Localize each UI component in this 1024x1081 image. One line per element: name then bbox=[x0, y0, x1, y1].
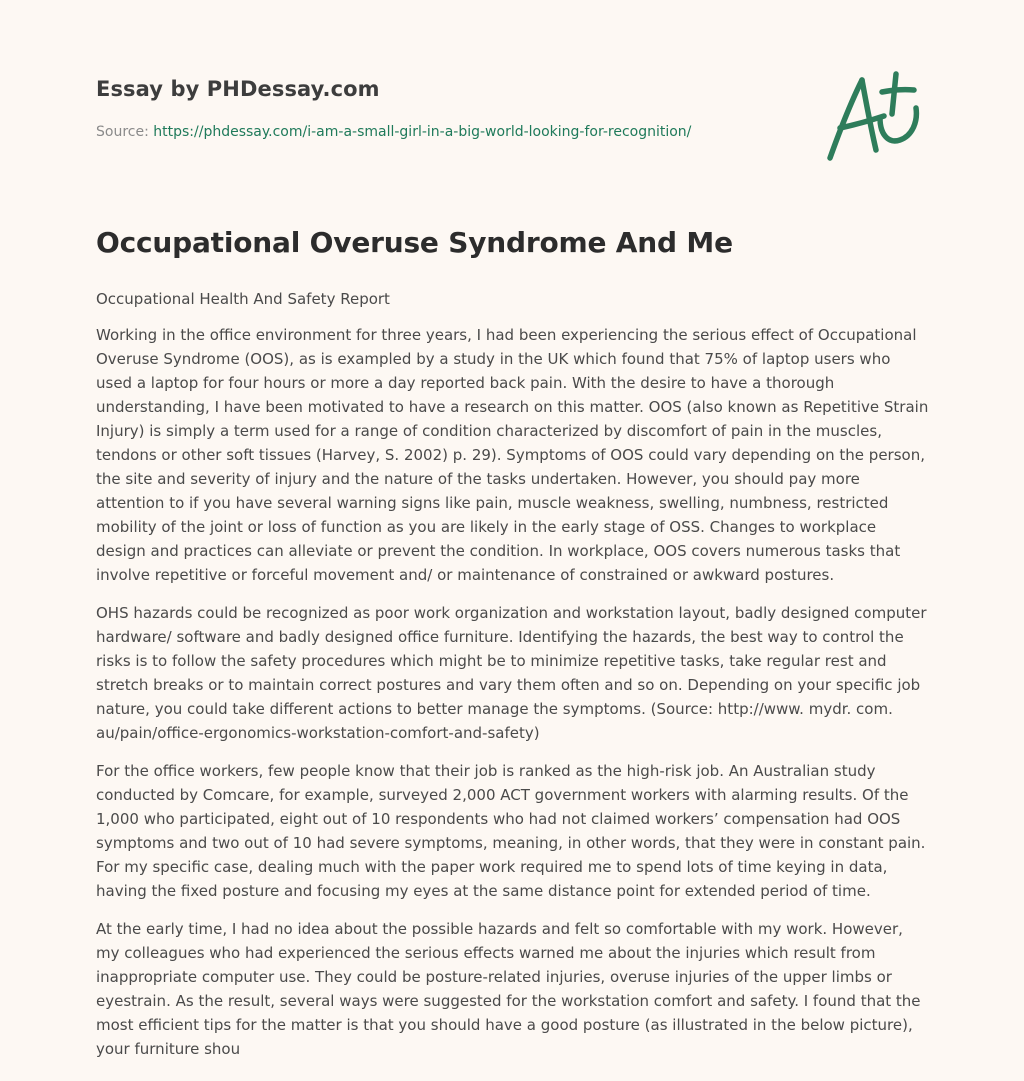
source-label: Source: bbox=[96, 124, 154, 140]
essay-title: Occupational Overuse Syndrome And Me bbox=[96, 226, 733, 259]
essay-paragraph-1: Working in the office environment for three years, I had been experiencing the serious effect of Occupational Overuse Syndrome (OOS), as is exampled by a study in the UK which found that 75% of laptop users who used a laptop for four hours or more a day reported back pain. With the desire to have a thorough understanding, I have been motivated to have a research on this matter. OOS (also known as Repetitive Strain Injury) is simply a term used for a range of condition characterized by discomfort of pain in the muscles, tendons or other soft tissues (Harvey, S. 2002) p. 29). Symptoms of OOS could vary depending on the person, the site and severity of injury and the nature of the tasks undertaken. However, you should pay more attention to if you have several warning signs like pain, muscle weakness, swelling, numbness, restricted mobility of the joint or loss of function as you are likely in the early stage of OSS. Changes to workplace design and practices can alleviate or prevent the condition. In workplace, OOS covers numerous tasks that involve repetitive or forceful movement and/ or maintenance of constrained or awkward postures. bbox=[96, 326, 929, 584]
essay-paragraph-3: For the office workers, few people know that their job is ranked as the high-risk job. An Australian study conducted by Comcare, for example, surveyed 2,000 ACT government workers with alarming results. Of the 1,000 who participated, eight out of 10 respondents who had not claimed workers’ compensation had OOS symptoms and two out of 10 had severe symptoms, meaning, in other words, that they were in constant pain. For my specific case, dealing much with the paper work required me to spend lots of time keying in data, having the fixed posture and focusing my eyes at the same distance point for extended period of time. bbox=[96, 762, 926, 900]
a-plus-grade-icon bbox=[822, 68, 926, 164]
source-line bbox=[96, 124, 691, 140]
site-header-title: Essay by PHDessay.com bbox=[96, 77, 380, 101]
essay-subtitle: Occupational Health And Safety Report bbox=[96, 290, 390, 308]
source-link[interactable]: https://phdessay.com/i-am-a-small-girl-in-a-big-world-looking-for-recognition/ bbox=[153, 124, 692, 140]
essay-body bbox=[96, 287, 930, 1075]
essay-paragraph-2: OHS hazards could be recognized as poor work organization and workstation layout, badly designed computer hardware/ software and badly designed office furniture. Identifying the hazards, the best way to control the risks is to follow the safety procedures which might be to minimize repetitive tasks, take regular rest and stretch breaks or to maintain correct postures and vary them often and so on. Depending on your specific job nature, you could take different actions to better manage the symptoms. (Source: http://www. mydr. com. au/pain/office-ergonomics-workstation-comfort-and-safety) bbox=[96, 604, 927, 742]
essay-paragraph-4: At the early time, I had no idea about the possible hazards and felt so comfortable with my work. However, my colleagues who had experienced the serious effects warned me about the injuries which result from inappropriate computer use. They could be posture-related injuries, overuse injuries of the upper limbs or eyestrain. As the result, several ways were suggested for the workstation comfort and safety. I found that the most efficient tips for the matter is that you should have a good posture (as illustrated in the below picture), your furniture shou bbox=[96, 920, 921, 1058]
